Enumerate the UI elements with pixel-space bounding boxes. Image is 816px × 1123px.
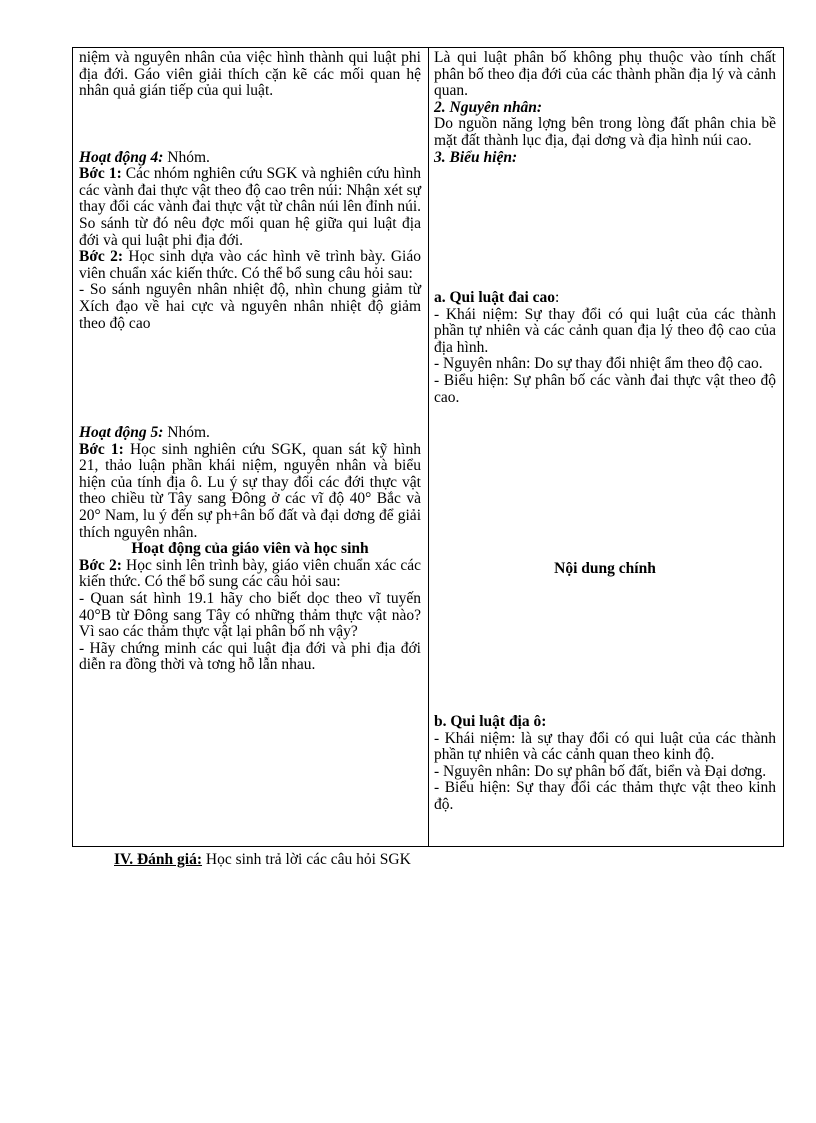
activity-4-title: Hoạt động 4: (79, 148, 164, 166)
altitude-law-title: a. Qui luật đai cao (434, 289, 556, 306)
right-column-top (434, 50, 776, 166)
assessment-line (114, 851, 411, 869)
altitude-law-concept: - Khái niệm: Sự thay đổi có qui luật của các thành phần tự nhiên và các cảnh quan địa lý theo độ cao của địa hình. (434, 305, 776, 356)
activity-5-title: Hoạt động 5: (79, 424, 164, 441)
activity-4-step-2 (79, 249, 421, 282)
activity-5-question-2: - Hãy chứng minh các qui luật địa đới và phi địa đới diễn ra đồng thời và tơng hỗ lẫn nhau. (79, 639, 421, 674)
section-2-title: 2. Nguyên nhân: (434, 98, 543, 116)
step-label: Bớc 1: (79, 440, 124, 458)
section-2-text: Do nguồn năng lợng bên trong lòng đất phân chia bề mặt đất thành lục địa, đại dơng và địa hình núi cao. (434, 115, 776, 149)
activity-5-question-1: - Quan sát hình 19.1 hãy cho biết dọc theo vĩ tuyến 40°B từ Đông sang Tây có những thảm thực vật nào? Vì sao các thảm thực vật lại phân bố nh vậy? (79, 589, 421, 641)
longitude-law-block (434, 714, 776, 814)
longitude-law-manifestation: - Biểu hiện: Sự thay đổi các thảm thực vật theo kinh độ. (434, 779, 776, 813)
assessment-text: Học sinh trả lời các câu hỏi SGK (202, 851, 411, 868)
right-intro: Là qui luật phân bố không phụ thuộc vào tính chất phân bố theo địa đới của các thành phần địa lý và cảnh quan. (434, 49, 776, 100)
step-text: Học sinh lên trình bày, giáo viên chuẩn xác các kiến thức. Có thể bổ sung các câu hỏi sau: (79, 556, 422, 591)
assessment-label: IV. Đánh giá: (114, 851, 203, 868)
left-intro: niệm và nguyên nhân của việc hình thành qui luật phi địa đới. Gáo viên giải thích cặn kẽ các mối quan hệ nhân quả gián tiếp của qui luật. (79, 49, 421, 100)
step-text: Học sinh dựa vào các hình vẽ trình bày. Giáo viên chuẩn xác kiến thức. Có thể bổ sung câu hỏi sau: (79, 248, 421, 282)
activity-5-step-2 (79, 558, 421, 591)
longitude-law-title: b. Qui luật địa ô: (434, 713, 547, 730)
right-column-header: Nội dung chính (554, 560, 656, 577)
longitude-law-concept: - Khái niệm: là sự thay đổi có qui luật của các thành phần tự nhiên và các cảnh quan theo kinh độ. (434, 729, 776, 764)
activity-4-question-1: - So sánh nguyên nhân nhiệt độ, nhìn chung giảm từ Xích đạo về hai cực và nguyên nhân nhiệt độ giảm theo độ cao (79, 281, 421, 332)
activity-4-mode: Nhóm. (163, 148, 210, 166)
section-3-title: 3. Biểu hiện: (434, 148, 518, 166)
activity-4 (79, 150, 421, 167)
left-column-top (79, 50, 421, 332)
left-column-header: Hoạt động của giáo viên và học sinh (131, 540, 369, 558)
step-label: Bớc 1: (79, 165, 122, 183)
step-label: Bớc 2: (79, 248, 124, 266)
column-divider (428, 47, 429, 847)
activity-5-step-1 (79, 442, 421, 542)
altitude-law-colon: : (555, 289, 560, 306)
activity-5-mode: Nhóm. (163, 424, 210, 441)
step-label: Bớc 2: (79, 556, 122, 574)
longitude-law-cause: - Nguyên nhân: Do sự phân bố đất, biển và Đại dơng. (434, 762, 767, 780)
step-text: Các nhóm nghiên cứu SGK và nghiên cứu hình các vành đai thực vật theo độ cao trên núi: Nhận xét sự thay đổi các vành đai thực vật từ chân núi lên đỉnh núi. So sánh từ đó nêu đợc mối quan hệ giữa qui luật địa đới và qui luật phi địa đới. (79, 165, 422, 249)
altitude-law-block (434, 290, 776, 406)
step-text: Học sinh nghiên cứu SGK, quan sát kỹ hình 21, thảo luận phần khái niệm, nguyên nhân và biểu hiện của tính địa ô. Lu ý sự thay đổi các đới thực vật theo chiều từ Tây sang Đông ở các vĩ độ 40° Bắc và 20° Nam, lu ý đến sự ph+ân bố đất và đại dơng để giải thích nguyên nhân. (79, 440, 421, 541)
activity-4-step-1 (79, 166, 421, 249)
activity-5 (79, 425, 421, 442)
left-column-bottom (79, 425, 421, 674)
altitude-law-manifestation: - Biểu hiện: Sự phân bố các vành đai thực vật theo độ cao. (434, 371, 776, 406)
altitude-law-heading (434, 290, 776, 307)
altitude-law-cause: - Nguyên nhân: Do sự thay đổi nhiệt ẩm theo độ cao. (434, 355, 763, 373)
